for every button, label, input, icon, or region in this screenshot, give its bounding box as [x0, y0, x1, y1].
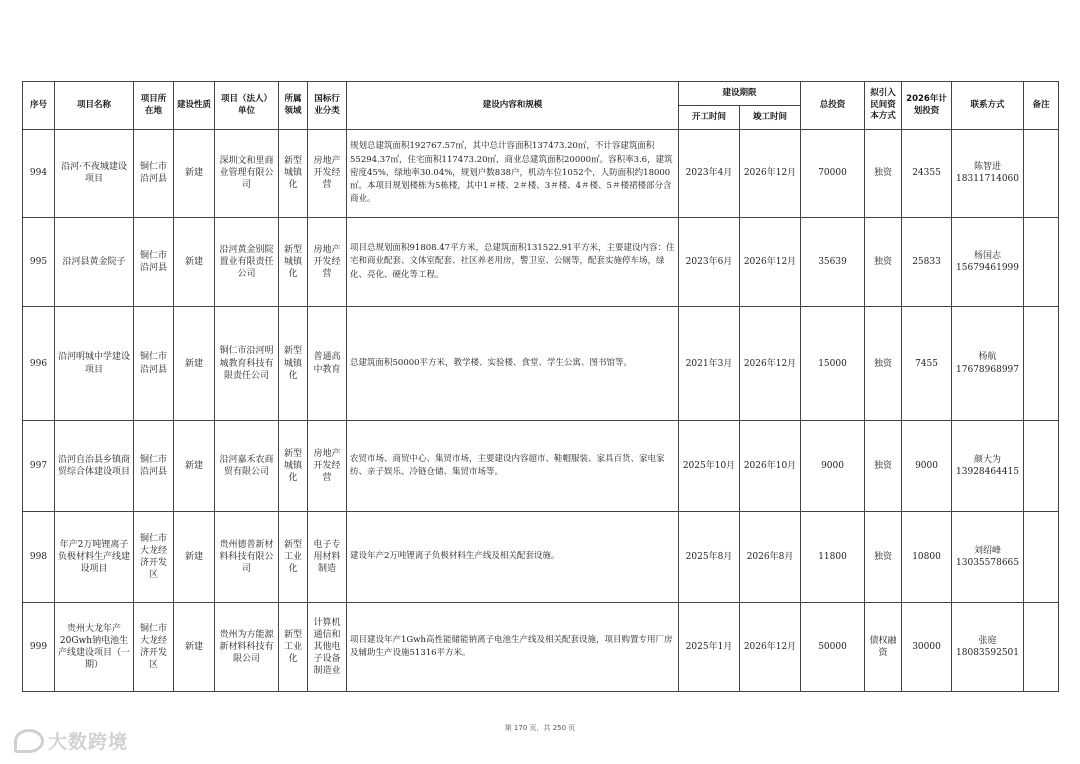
cell-private: 独资: [865, 217, 902, 307]
cell-location: 铜仁市沿河县: [134, 130, 174, 218]
cell-seq: 996: [23, 307, 55, 421]
cell-unit: 贵州德普新材料科技有限公司: [215, 511, 279, 603]
cell-start: 2025年1月: [679, 603, 740, 692]
header-period: 建设期限: [679, 82, 801, 106]
table-row: [23, 307, 1059, 421]
header-name: 项目名称: [55, 82, 134, 130]
cell-plan2026: 7455: [902, 307, 952, 421]
cell-nature: 新建: [174, 511, 215, 603]
cell-plan2026: 25833: [902, 217, 952, 307]
watermark: [14, 727, 128, 754]
cell-total: 50000: [801, 603, 865, 692]
cell-end: 2026年12月: [740, 603, 801, 692]
cell-seq: 998: [23, 511, 55, 603]
cell-location: 铜仁市大龙经济开发区: [134, 603, 174, 692]
cell-industry: 计算机通信和其他电子设备制造业: [308, 603, 347, 692]
page-number: 第 170 页，共 250 页: [504, 724, 576, 732]
header-nature: 建设性质: [174, 82, 215, 130]
cell-location: 铜仁市沿河县: [134, 307, 174, 421]
cell-total: 35639: [801, 217, 865, 307]
cell-private: 独资: [865, 130, 902, 218]
cell-contact: 刘绍峰 13035578665: [952, 511, 1024, 603]
cell-unit: 贵州为方能源新材料科技有限公司: [215, 603, 279, 692]
header-remark: 备注: [1024, 82, 1059, 130]
cell-nature: 新建: [174, 307, 215, 421]
cell-content: 建设年产2万吨锂离子负极材料生产线及相关配套设施。: [347, 511, 679, 603]
cell-remark: [1024, 130, 1059, 218]
cell-contact: 张庭 18083592501: [952, 603, 1024, 692]
cell-location: 铜仁市沿河县: [134, 217, 174, 307]
cell-private: 独资: [865, 511, 902, 603]
header-end: 竣工时间: [740, 106, 801, 130]
cell-total: 9000: [801, 421, 865, 512]
header-total: 总投资: [801, 82, 865, 130]
cell-private: 独资: [865, 421, 902, 512]
cell-start: 2025年8月: [679, 511, 740, 603]
watermark-text: 大数跨境: [48, 731, 129, 753]
cell-total: 15000: [801, 307, 865, 421]
cell-end: 2026年8月: [740, 511, 801, 603]
cell-total: 11800: [801, 511, 865, 603]
table-row: [23, 130, 1059, 218]
cell-content: 规划总建筑面积192767.57㎡，其中总计容面积137473.20㎡，不计容建筑面积55294.37㎡，住宅面积117473.20㎡，商业总建筑面积20000㎡。容积率3.6，建筑密度45%，绿地率30.04%，规划户数838户，机动车位1052个，人防面积约18000㎡。本项目规划楼栋为5栋楼，其中1＃楼、2＃楼、3＃楼、4＃楼、5＃楼裙楼部分含商业。: [347, 130, 679, 218]
cell-content: 项目总规划面积91808.47平方米，总建筑面积131522.91平方米，主要建设内容：住宅和商业配套、文体室配套、社区养老用房，警卫室、公厕等，配套实施停车场，绿化、亮化、硬化等工程。: [347, 217, 679, 307]
cell-contact: 陈智进 18311714060: [952, 130, 1024, 218]
cell-start: 2023年4月: [679, 130, 740, 218]
header-field: 所属领域: [279, 82, 308, 130]
cell-industry: 电子专用材料制造: [308, 511, 347, 603]
header-seq: 序号: [23, 82, 55, 130]
cell-end: 2026年12月: [740, 307, 801, 421]
cell-contact: 杨航 17678968997: [952, 307, 1024, 421]
cell-industry: 房地产开发经营: [308, 421, 347, 512]
cell-location: 铜仁市大龙经济开发区: [134, 511, 174, 603]
cell-contact: 杨国志 15679461999: [952, 217, 1024, 307]
header-contact: 联系方式: [952, 82, 1024, 130]
cell-seq: 995: [23, 217, 55, 307]
cell-field: 新型城镇化: [279, 217, 308, 307]
cell-private: 独资: [865, 307, 902, 421]
brand-logo-icon: [14, 729, 44, 753]
cell-field: 新型城镇化: [279, 307, 308, 421]
cell-remark: [1024, 421, 1059, 512]
cell-end: 2026年12月: [740, 130, 801, 218]
cell-nature: 新建: [174, 603, 215, 692]
cell-industry: 房地产开发经营: [308, 217, 347, 307]
cell-name: 沿河县黄金院子: [55, 217, 134, 307]
header-private: 拟引入民间资本方式: [865, 82, 902, 130]
cell-start: 2023年6月: [679, 217, 740, 307]
cell-remark: [1024, 603, 1059, 692]
cell-remark: [1024, 217, 1059, 307]
cell-start: 2025年10月: [679, 421, 740, 512]
cell-unit: 深圳文和里商业管理有限公司: [215, 130, 279, 218]
header-location: 项目所在地: [134, 82, 174, 130]
project-table: [22, 81, 1059, 692]
cell-field: 新型城镇化: [279, 421, 308, 512]
cell-seq: 994: [23, 130, 55, 218]
header-content: 建设内容和规模: [347, 82, 679, 130]
cell-field: 新型工业化: [279, 511, 308, 603]
cell-total: 70000: [801, 130, 865, 218]
header-start: 开工时间: [679, 106, 740, 130]
cell-industry: 普通高中教育: [308, 307, 347, 421]
cell-content: 农贸市场、商贸中心、集贸市场，主要建设内容超市、鞋帽服装、家具百货、家电家纺、亲子娱乐、冷链仓储、集贸市场等。: [347, 421, 679, 512]
cell-nature: 新建: [174, 217, 215, 307]
cell-field: 新型工业化: [279, 603, 308, 692]
cell-contact: 颜大为 13928464415: [952, 421, 1024, 512]
cell-nature: 新建: [174, 421, 215, 512]
header-unit: 项目（法人）单位: [215, 82, 279, 130]
cell-content: 项目建设年产1Gwh高性能储能钠离子电池生产线及相关配套设施，项目购置专用厂房及辅助生产设施51316平方米。: [347, 603, 679, 692]
table-row: [23, 511, 1059, 603]
cell-end: 2026年12月: [740, 217, 801, 307]
cell-nature: 新建: [174, 130, 215, 218]
cell-seq: 999: [23, 603, 55, 692]
cell-remark: [1024, 511, 1059, 603]
cell-plan2026: 9000: [902, 421, 952, 512]
cell-name: 年产2万吨锂离子负极材料生产线建设项目: [55, 511, 134, 603]
cell-unit: 沿河嘉禾农商贸有限公司: [215, 421, 279, 512]
cell-content: 总建筑面积50000平方米，教学楼、实验楼、食堂、学生公寓、图书馆等。: [347, 307, 679, 421]
cell-field: 新型城镇化: [279, 130, 308, 218]
cell-plan2026: 24355: [902, 130, 952, 218]
header-industry: 国标行业分类: [308, 82, 347, 130]
cell-unit: 铜仁市沿河明城教育科技有限责任公司: [215, 307, 279, 421]
cell-seq: 997: [23, 421, 55, 512]
cell-name: 沿河自治县乡镇商贸综合体建设项目: [55, 421, 134, 512]
cell-start: 2021年3月: [679, 307, 740, 421]
cell-name: 贵州大龙年产20Gwh钠电池生产线建设项目（一期）: [55, 603, 134, 692]
cell-location: 铜仁市沿河县: [134, 421, 174, 512]
cell-end: 2026年10月: [740, 421, 801, 512]
table-row: [23, 603, 1059, 692]
table-row: [23, 217, 1059, 307]
table-row: [23, 421, 1059, 512]
cell-name: 沿河·不夜城建设项目: [55, 130, 134, 218]
cell-remark: [1024, 307, 1059, 421]
cell-plan2026: 30000: [902, 603, 952, 692]
cell-industry: 房地产开发经营: [308, 130, 347, 218]
header-plan2026: 2026年计划投资: [902, 82, 952, 130]
cell-private: 债权融资: [865, 603, 902, 692]
cell-unit: 沿河黄金别院置业有限责任公司: [215, 217, 279, 307]
cell-plan2026: 10800: [902, 511, 952, 603]
cell-name: 沿河明城中学建设项目: [55, 307, 134, 421]
